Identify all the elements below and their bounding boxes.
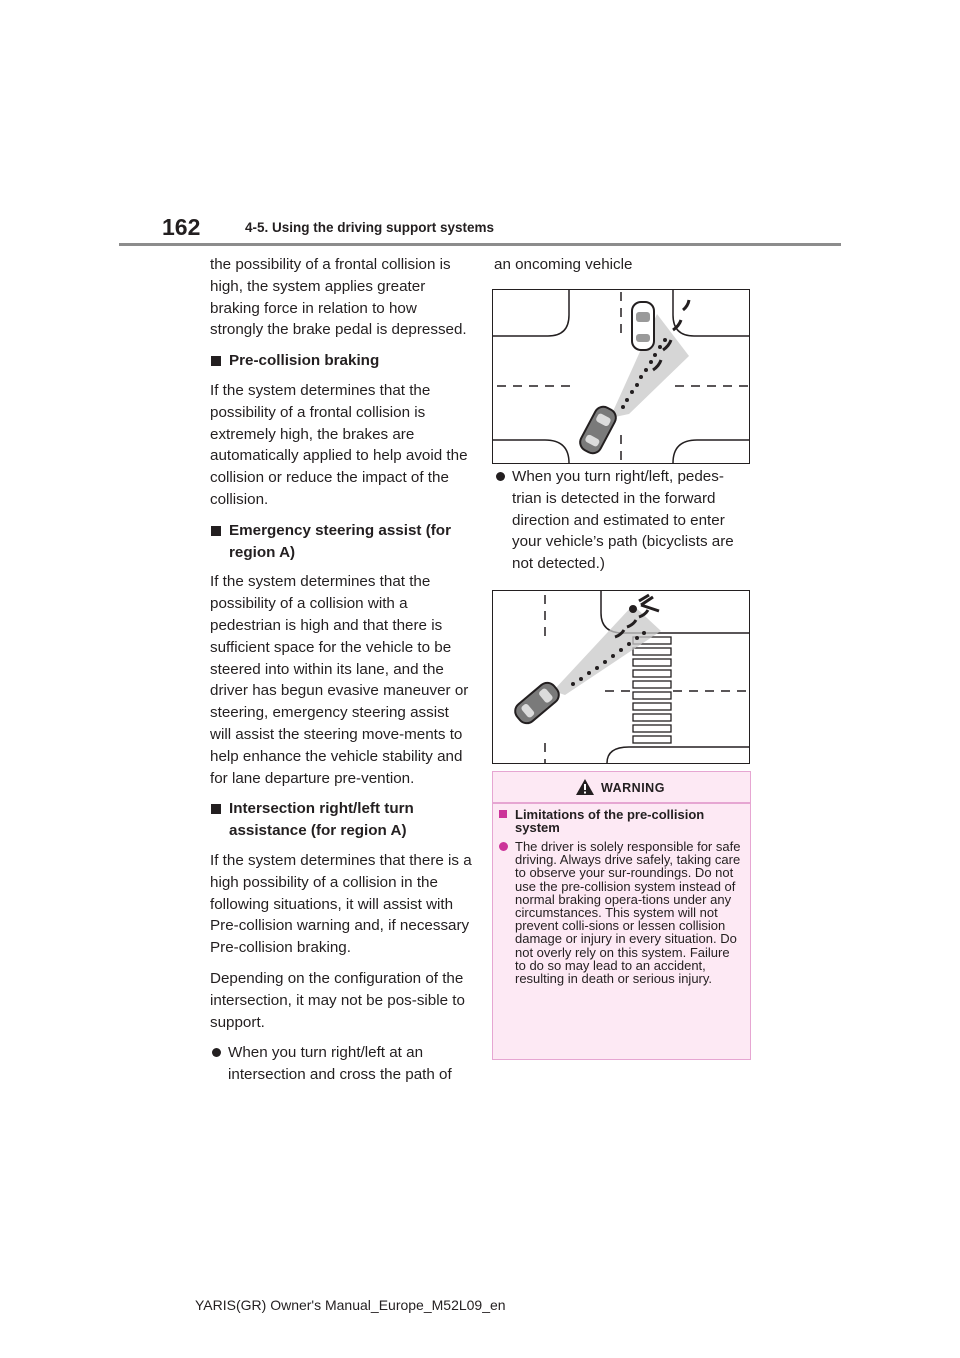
emergency-steering-text: If the system determines that the possibility of a collision with a pedestrian is high and that there is sufficient space for the vehicle to be steered into within its lane, and the driver has begun evasive maneuver or steering, emergency steering assist will assist the steering move-ments to help enhance the vehicle stability and for lane departure pre-vention. xyxy=(210,573,469,787)
warning-heading: Limitations of the pre-collision system xyxy=(499,808,742,834)
bullet-oncoming-vehicle: When you turn right/left at an intersection and cross the path of xyxy=(210,1042,472,1086)
own-car-icon xyxy=(512,679,563,727)
warning-body: The driver is solely responsible for safe driving. Always drive safely, taking care to observe your sur-roundings. Do not use the pre-collision system instead of normal braking opera-tions under any circumstances. This system will not prevent colli-sions or lessen collision damage or injury in every situation. Do not overly rely on this system. Failure to do so may lead to an accident, resulting in death or serious injury. xyxy=(499,840,742,985)
heading-intersection-assist: Intersection right/left turn assistance (for region A) xyxy=(210,798,472,842)
warning-title: WARNING xyxy=(601,781,665,795)
intersection-text-1: If the system determines that there is a high possibility of a collision in the following situations, it will assist with Pre-collision warning and, if necessary Pre-collision braking. xyxy=(210,851,472,957)
warning-triangle-icon xyxy=(575,778,595,796)
pre-collision-braking-text: If the system determines that the possibility of a frontal collision is extremely high, the brakes are automatically applied to help avoid the collision or reduce the impact of the collision. xyxy=(210,381,468,508)
figure-oncoming-vehicle xyxy=(492,289,750,464)
oncoming-car-icon xyxy=(632,302,654,350)
crosswalk xyxy=(633,637,671,743)
footer-manual-id: YARIS(GR) Owner's Manual_Europe_M52L09_en xyxy=(195,1297,506,1313)
right-column-bullet xyxy=(494,466,752,575)
page-number: 162 xyxy=(162,214,201,240)
left-column xyxy=(210,254,472,1086)
header-rule xyxy=(119,243,841,246)
warning-header xyxy=(493,772,750,802)
pedestrian-icon xyxy=(629,595,659,613)
bullet-pedestrian: When you turn right/left, pedes-trian is detected in the forward direction and estimated to enter your vehicle’s path (bicyclists are not detected.) xyxy=(494,466,752,575)
warning-divider xyxy=(493,802,750,804)
intro-paragraph: the possibility of a frontal collision is high, the system applies greater braking force in relation to how strongly the brake pedal is depressed. xyxy=(210,256,467,339)
warning-box xyxy=(492,771,751,1060)
figure-pedestrian xyxy=(492,590,750,764)
own-car-icon xyxy=(577,404,619,457)
heading-pre-collision-braking: Pre-collision braking xyxy=(210,350,472,372)
chapter-title: 4-5. Using the driving support systems xyxy=(245,220,495,235)
heading-emergency-steering: Emergency steering assist (for region A) xyxy=(210,520,472,564)
continuation-text: an oncoming vehicle xyxy=(494,256,633,273)
right-column xyxy=(494,254,752,276)
intersection-text-2: Depending on the configuration of the intersection, it may not be pos-sible to support. xyxy=(210,969,465,1031)
